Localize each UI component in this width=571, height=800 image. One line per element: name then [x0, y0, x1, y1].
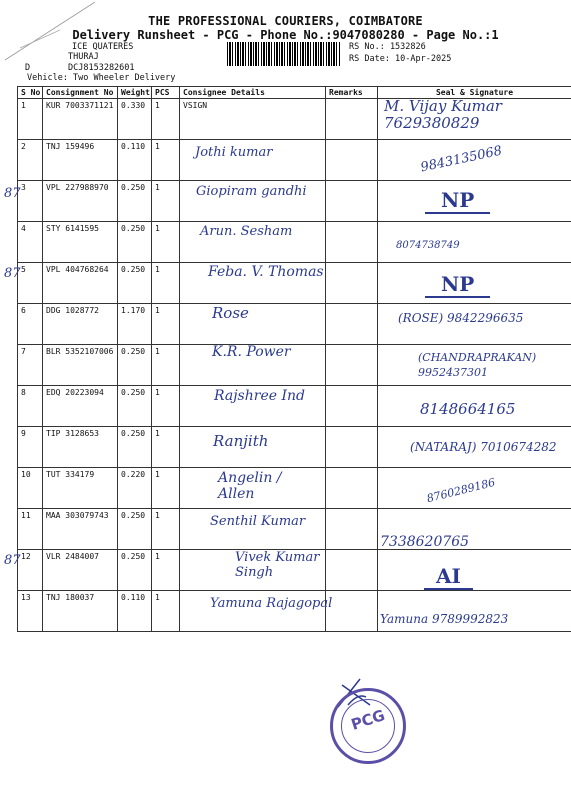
remarks — [326, 304, 378, 345]
weight: 0.110 — [118, 140, 152, 181]
consignee: VSIGN — [180, 99, 326, 140]
weight: 0.330 — [118, 99, 152, 140]
remarks — [326, 222, 378, 263]
sno: 2 — [18, 140, 43, 181]
remarks — [326, 386, 378, 427]
consignment-no: KUR 7003371121 — [43, 99, 118, 140]
weight: 1.170 — [118, 304, 152, 345]
weight: 0.250 — [118, 509, 152, 550]
sno: 5 — [18, 263, 43, 304]
remarks — [326, 427, 378, 468]
runsheet-title: Delivery Runsheet - PCG - Phone No.:9047080280 - Page No.:1 — [72, 28, 499, 42]
consignment-no: VPL 404768264 — [43, 263, 118, 304]
weight: 0.250 — [118, 427, 152, 468]
sno: 6 — [18, 304, 43, 345]
consignment-no: MAA 303079743 — [43, 509, 118, 550]
signature: 8760289186 — [425, 475, 497, 506]
pcs: 1 — [152, 550, 180, 591]
remarks — [326, 509, 378, 550]
pcs: 1 — [152, 468, 180, 509]
remarks — [326, 99, 378, 140]
consignment-no: TIP 3128653 — [43, 427, 118, 468]
signature: NP — [425, 188, 490, 214]
pcs: 1 — [152, 304, 180, 345]
consignment-no: TNJ 159496 — [43, 140, 118, 181]
signature: (CHANDRAPRAKAN) 9952437301 — [418, 351, 537, 379]
barcode — [227, 42, 340, 66]
col-weight: Weight — [118, 87, 152, 99]
code-prefix: D — [25, 63, 31, 73]
signature: 8074738749 — [396, 240, 460, 251]
pcs: 1 — [152, 509, 180, 550]
pcs: 1 — [152, 386, 180, 427]
consignee — [180, 304, 326, 345]
sno: 3 — [18, 181, 43, 222]
col-consignee: Consignee Details — [180, 87, 326, 99]
consignee-handwritten: Rose — [212, 304, 249, 322]
col-pcs: PCS — [152, 87, 180, 99]
remarks-mark: 87 — [4, 553, 21, 568]
consignment-no: STY 6141595 — [43, 222, 118, 263]
consignee-handwritten: Giopiram gandhi — [196, 184, 307, 199]
pcs: 1 — [152, 99, 180, 140]
pcs: 1 — [152, 222, 180, 263]
weight: 0.250 — [118, 550, 152, 591]
col-consignment: Consignment No — [43, 87, 118, 99]
signature: (NATARAJ) 7010674282 — [410, 440, 557, 454]
remarks-mark: 87 — [4, 186, 21, 201]
signature: M. Vijay Kumar 7629380829 — [384, 97, 502, 132]
consignee-handwritten: Angelin / Allen — [218, 470, 282, 502]
signature: Yamuna 9789992823 — [380, 612, 509, 626]
consignee-handwritten: Vivek Kumar Singh — [235, 550, 320, 580]
sno: 12 — [18, 550, 43, 591]
weight: 0.250 — [118, 386, 152, 427]
pcs: 1 — [152, 591, 180, 632]
remarks — [326, 263, 378, 304]
signature: 8148664165 — [420, 400, 516, 418]
weight: 0.250 — [118, 345, 152, 386]
remarks — [326, 181, 378, 222]
consignment-no: VPL 227988970 — [43, 181, 118, 222]
table-row — [18, 222, 571, 263]
remarks — [326, 468, 378, 509]
sno: 13 — [18, 591, 43, 632]
pcs: 1 — [152, 181, 180, 222]
remarks — [326, 345, 378, 386]
dc-code: DCJ8153282601 — [68, 63, 135, 73]
signature: (ROSE) 9842296635 — [398, 311, 524, 325]
consignment-no: BLR 5352107006 — [43, 345, 118, 386]
signature-cell — [378, 550, 571, 591]
consignment-no: VLR 2484007 — [43, 550, 118, 591]
sno: 8 — [18, 386, 43, 427]
sno: 1 — [18, 99, 43, 140]
pcg-stamp — [330, 688, 406, 764]
vehicle-type: Vehicle: Two Wheeler Delivery — [27, 73, 176, 83]
consignee-handwritten: Senthil Kumar — [210, 514, 306, 529]
consignee-handwritten: Ranjith — [213, 432, 269, 450]
consignment-no: EDQ 20223094 — [43, 386, 118, 427]
signature: 9843135068 — [419, 143, 504, 176]
sno: 7 — [18, 345, 43, 386]
remarks — [326, 140, 378, 181]
weight: 0.250 — [118, 263, 152, 304]
consignment-no: TNJ 180037 — [43, 591, 118, 632]
consignee-handwritten: Rajshree Ind — [214, 388, 305, 404]
area-name: THURAJ — [68, 52, 99, 62]
weight: 0.220 — [118, 468, 152, 509]
pcs: 1 — [152, 263, 180, 304]
office-name: ICE QUATERES — [72, 42, 134, 52]
sno: 11 — [18, 509, 43, 550]
stamp-text: PCG — [348, 706, 388, 734]
consignee-handwritten: Feba. V. Thomas — [208, 264, 324, 280]
col-signature: Seal & Signature — [378, 87, 571, 99]
sno: 10 — [18, 468, 43, 509]
consignment-no: TUT 334179 — [43, 468, 118, 509]
pcs: 1 — [152, 345, 180, 386]
rs-date: RS Date: 10-Apr-2025 — [349, 54, 452, 64]
sno: 4 — [18, 222, 43, 263]
pcs: 1 — [152, 140, 180, 181]
weight: 0.110 — [118, 591, 152, 632]
sno: 9 — [18, 427, 43, 468]
weight: 0.250 — [118, 181, 152, 222]
consignee-handwritten: Arun. Sesham — [200, 224, 293, 239]
weight: 0.250 — [118, 222, 152, 263]
remarks-mark: 87 — [4, 266, 21, 281]
signature: NP — [425, 272, 490, 298]
signature: AI — [424, 564, 473, 590]
company-title: THE PROFESSIONAL COURIERS, COIMBATORE — [148, 14, 423, 28]
consignee-handwritten: K.R. Power — [212, 344, 291, 360]
col-sno: S No — [18, 87, 43, 99]
signature: 7338620765 — [380, 534, 470, 550]
consignee-handwritten: Yamuna Rajagopal — [210, 596, 333, 611]
scribble-lines — [0, 0, 120, 70]
rs-number: RS No.: 1532826 — [349, 42, 426, 52]
pcs: 1 — [152, 427, 180, 468]
consignment-no: DDG 1028772 — [43, 304, 118, 345]
consignee-handwritten: Jothi kumar — [195, 145, 273, 160]
col-remarks: Remarks — [326, 87, 378, 99]
